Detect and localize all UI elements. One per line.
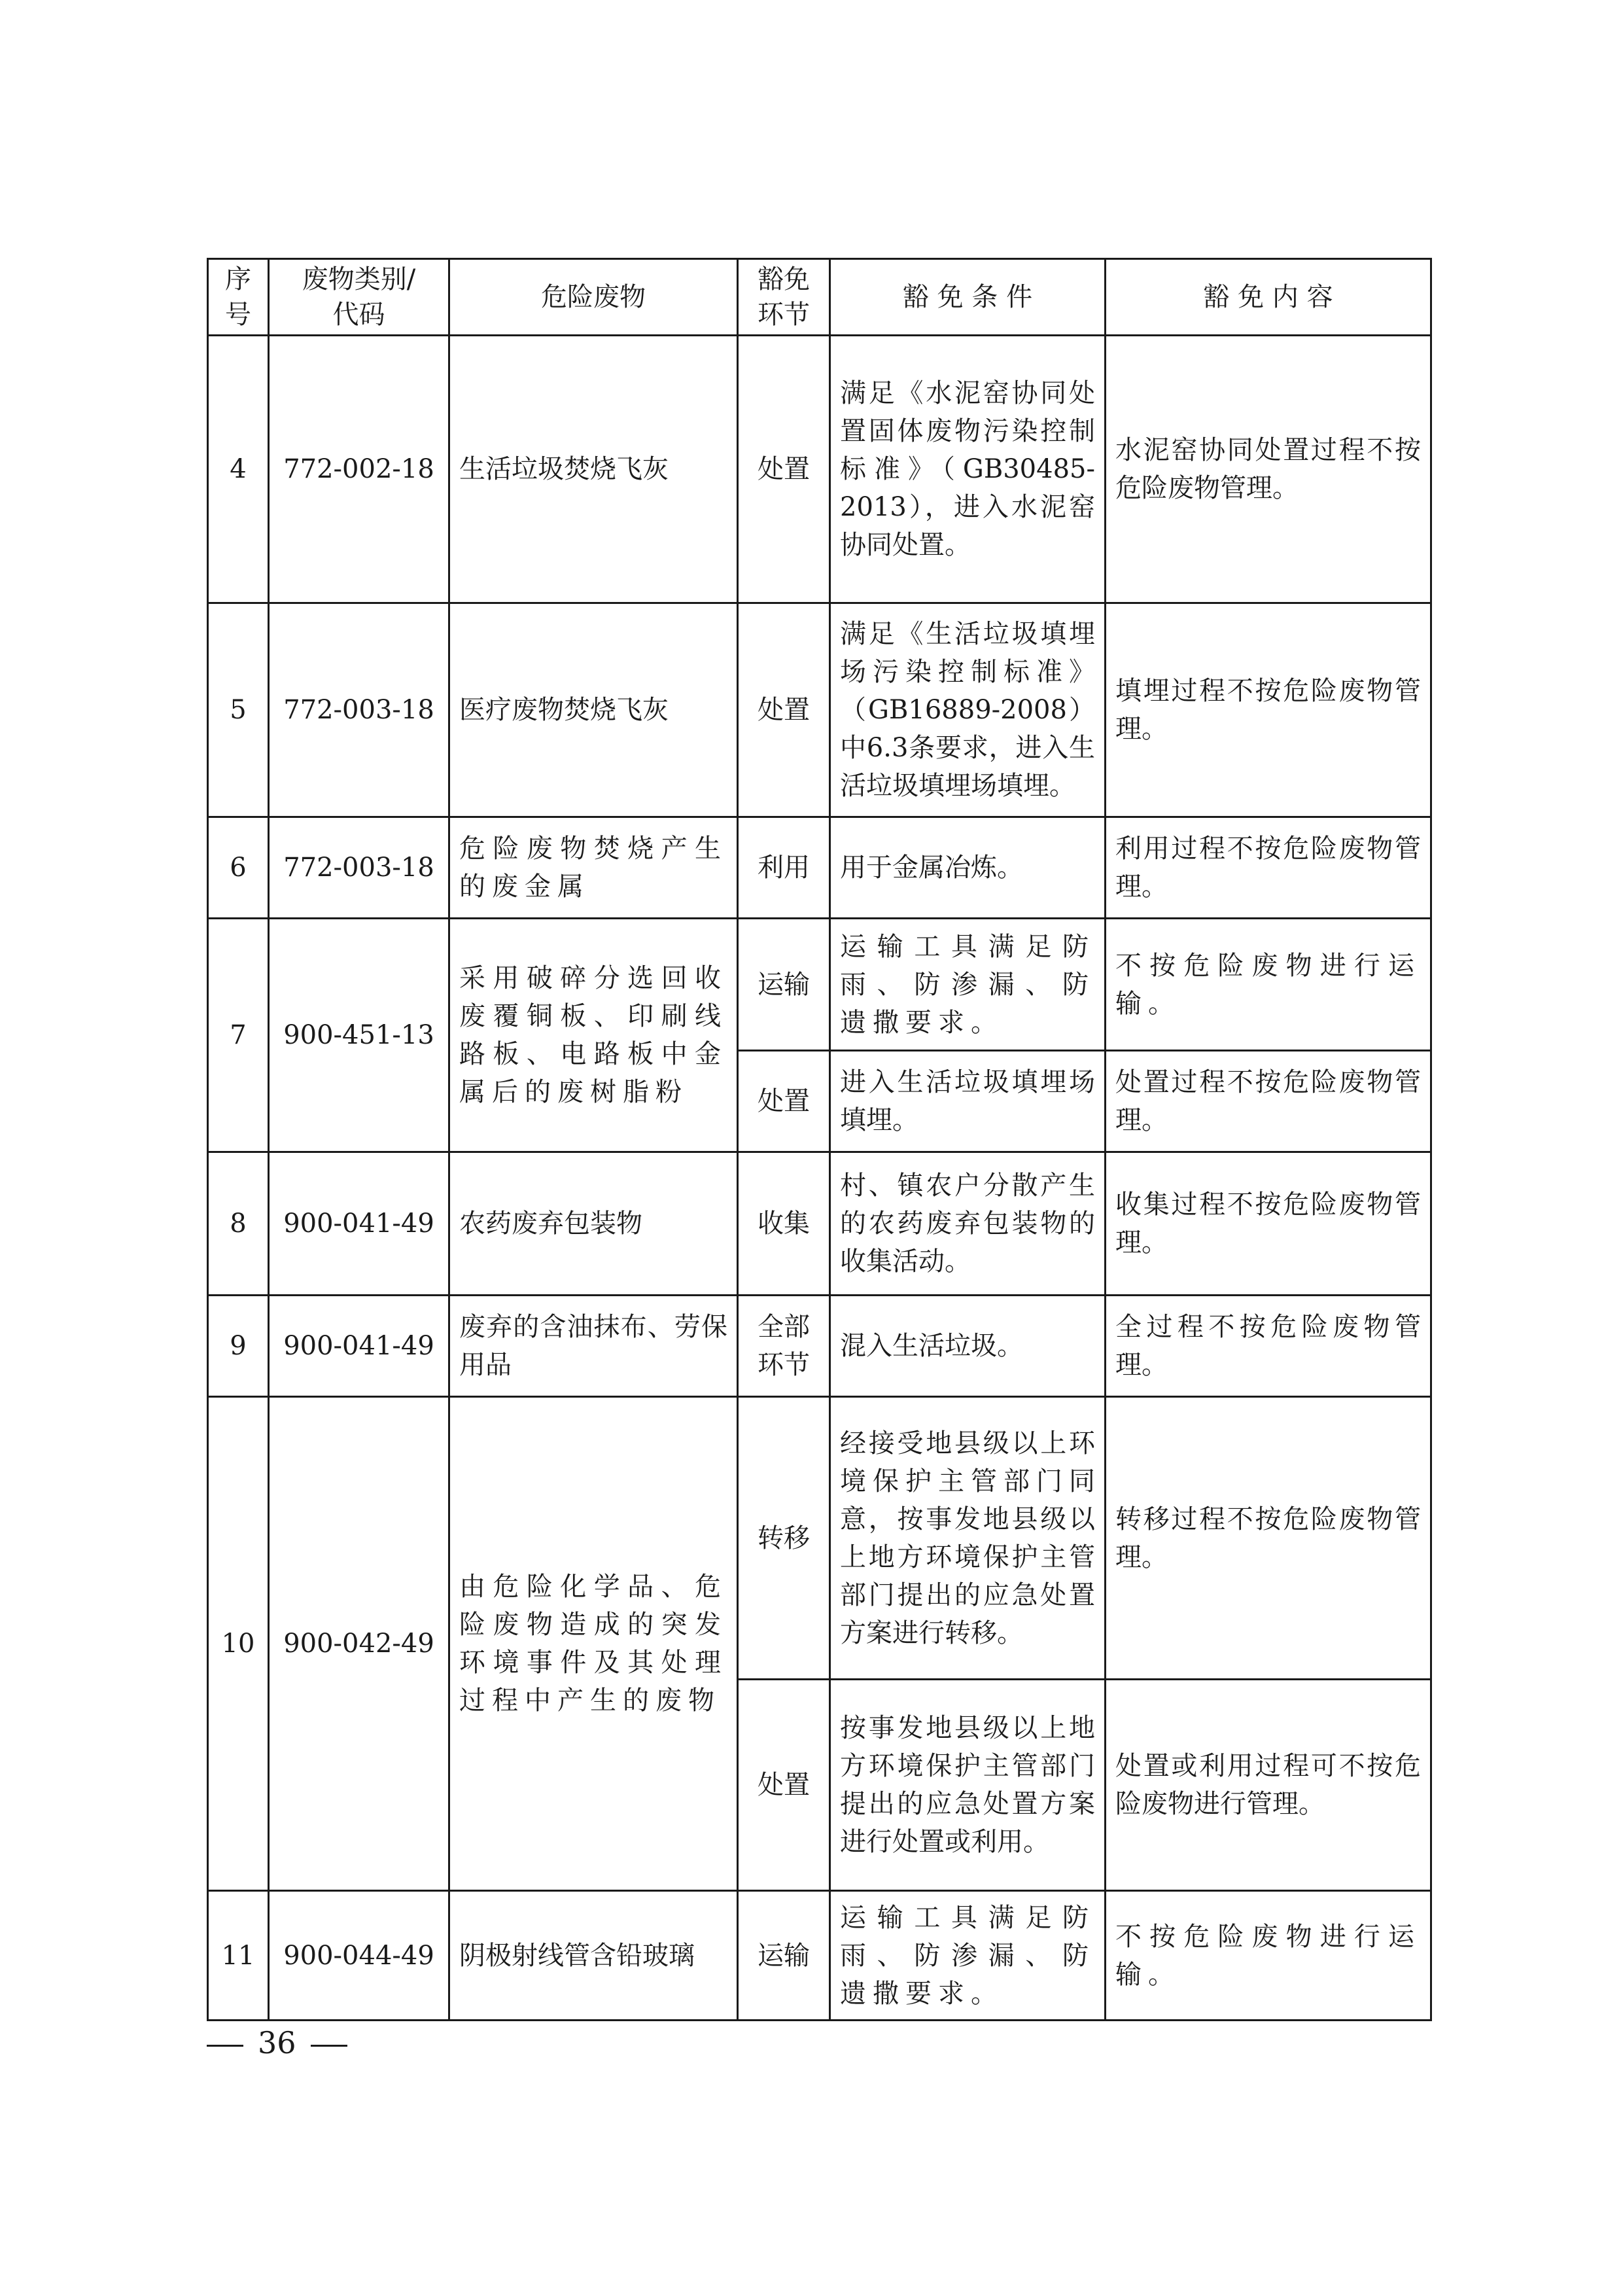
row-content: 不按危险废物进行运输。 bbox=[1106, 919, 1431, 1051]
dash-left bbox=[207, 2045, 243, 2047]
row-content: 转移过程不按危险废物管理。 bbox=[1106, 1397, 1431, 1680]
row-content: 水泥窑协同处置过程不按危险废物管理。 bbox=[1106, 336, 1431, 603]
row-content: 收集过程不按危险废物管理。 bbox=[1106, 1152, 1431, 1296]
row-condition: 进入生活垃圾填埋场填埋。 bbox=[830, 1051, 1106, 1152]
table-row bbox=[208, 1296, 1431, 1397]
row-seq: 4 bbox=[208, 336, 269, 603]
row-code: 900-042-49 bbox=[269, 1397, 449, 1891]
row-condition: 用于金属冶炼。 bbox=[830, 817, 1106, 919]
exemption-table bbox=[207, 258, 1432, 2021]
row-seq: 8 bbox=[208, 1152, 269, 1296]
row-seq: 10 bbox=[208, 1397, 269, 1891]
page-number-text: 36 bbox=[258, 2025, 296, 2060]
header-seq: 序 号 bbox=[208, 259, 269, 336]
table-row bbox=[208, 1152, 1431, 1296]
row-stage: 处置 bbox=[738, 1051, 830, 1152]
table-row bbox=[208, 919, 1431, 1051]
row-condition: 满足《生活垃圾填埋场污染控制标准》（GB16889-2008）中6.3条要求，进入生活垃圾填埋场填埋。 bbox=[830, 603, 1106, 817]
row-code: 772-003-18 bbox=[269, 817, 449, 919]
dash-right bbox=[311, 2045, 347, 2047]
table-row bbox=[208, 1397, 1431, 1680]
row-waste: 采用破碎分选回收废覆铜板、印刷线路板、电路板中金属后的废树脂粉 bbox=[449, 919, 738, 1152]
row-content: 处置过程不按危险废物管理。 bbox=[1106, 1051, 1431, 1152]
row-seq: 6 bbox=[208, 817, 269, 919]
row-waste: 危险废物焚烧产生的废金属 bbox=[449, 817, 738, 919]
row-stage: 收集 bbox=[738, 1152, 830, 1296]
row-waste: 废弃的含油抹布、劳保用品 bbox=[449, 1296, 738, 1397]
row-content: 全过程不按危险废物管理。 bbox=[1106, 1296, 1431, 1397]
row-stage: 利用 bbox=[738, 817, 830, 919]
row-waste: 生活垃圾焚烧飞灰 bbox=[449, 336, 738, 603]
row-code: 900-041-49 bbox=[269, 1152, 449, 1296]
row-stage: 全部 环节 bbox=[738, 1296, 830, 1397]
row-condition: 按事发地县级以上地方环境保护主管部门提出的应急处置方案进行处置或利用。 bbox=[830, 1680, 1106, 1891]
row-stage: 运输 bbox=[738, 1891, 830, 2021]
row-waste: 农药废弃包装物 bbox=[449, 1152, 738, 1296]
row-code: 900-041-49 bbox=[269, 1296, 449, 1397]
header-waste: 危险废物 bbox=[449, 259, 738, 336]
row-content: 不按危险废物进行运输。 bbox=[1106, 1891, 1431, 2021]
header-row bbox=[208, 259, 1431, 336]
row-stage: 处置 bbox=[738, 603, 830, 817]
row-stage: 运输 bbox=[738, 919, 830, 1051]
row-code: 900-451-13 bbox=[269, 919, 449, 1152]
row-seq: 5 bbox=[208, 603, 269, 817]
row-waste: 医疗废物焚烧飞灰 bbox=[449, 603, 738, 817]
row-seq: 11 bbox=[208, 1891, 269, 2021]
header-stage: 豁免 环节 bbox=[738, 259, 830, 336]
table-row bbox=[208, 817, 1431, 919]
page-number bbox=[207, 2025, 362, 2060]
header-condition: 豁 免 条 件 bbox=[830, 259, 1106, 336]
header-category: 废物类别/ 代码 bbox=[269, 259, 449, 336]
row-seq: 9 bbox=[208, 1296, 269, 1397]
row-content: 处置或利用过程可不按危险废物进行管理。 bbox=[1106, 1680, 1431, 1891]
table-row bbox=[208, 603, 1431, 817]
row-condition: 村、镇农户分散产生的农药废弃包装物的收集活动。 bbox=[830, 1152, 1106, 1296]
row-condition: 运输工具满足防雨、防渗漏、防遗撒要求。 bbox=[830, 919, 1106, 1051]
row-stage: 处置 bbox=[738, 1680, 830, 1891]
row-content: 填埋过程不按危险废物管理。 bbox=[1106, 603, 1431, 817]
row-stage: 转移 bbox=[738, 1397, 830, 1680]
row-seq: 7 bbox=[208, 919, 269, 1152]
row-code: 900-044-49 bbox=[269, 1891, 449, 2021]
table-row bbox=[208, 1891, 1431, 2021]
row-content: 利用过程不按危险废物管理。 bbox=[1106, 817, 1431, 919]
header-content: 豁 免 内 容 bbox=[1106, 259, 1431, 336]
row-condition: 经接受地县级以上环境保护主管部门同意，按事发地县级以上地方环境保护主管部门提出的应急处置方案进行转移。 bbox=[830, 1397, 1106, 1680]
row-code: 772-003-18 bbox=[269, 603, 449, 817]
row-stage: 处置 bbox=[738, 336, 830, 603]
table-row bbox=[208, 336, 1431, 603]
row-condition: 满足《水泥窑协同处置固体废物污染控制标准》（GB30485-2013），进入水泥窑协同处置。 bbox=[830, 336, 1106, 603]
row-waste: 阴极射线管含铅玻璃 bbox=[449, 1891, 738, 2021]
row-condition: 运输工具满足防雨、防渗漏、防遗撒要求。 bbox=[830, 1891, 1106, 2021]
row-code: 772-002-18 bbox=[269, 336, 449, 603]
row-condition: 混入生活垃圾。 bbox=[830, 1296, 1106, 1397]
row-waste: 由危险化学品、危险废物造成的突发环境事件及其处理过程中产生的废物 bbox=[449, 1397, 738, 1891]
